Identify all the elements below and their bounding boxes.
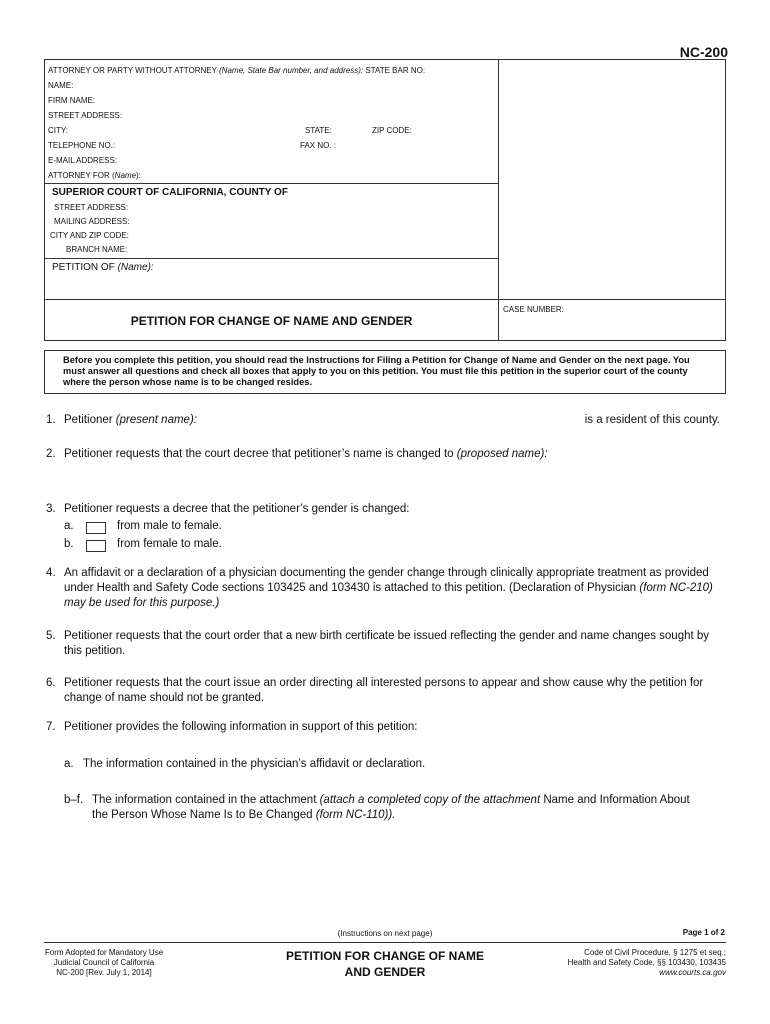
item-3b-checkbox[interactable]	[86, 537, 106, 555]
email-label: E-MAIL ADDRESS:	[48, 156, 118, 165]
zip-code-label: ZIP CODE:	[372, 126, 412, 135]
item-1-number: 1.	[46, 414, 56, 426]
footer-adopted: Form Adopted for Mandatory Use Judicial Council of California NC-200 [Rev. July 1, 2014]	[44, 948, 164, 977]
fax-label: FAX NO. :	[300, 141, 337, 150]
footer-divider	[44, 942, 726, 943]
court-use-box	[498, 59, 726, 300]
court-title: SUPERIOR COURT OF CALIFORNIA, COUNTY OF	[52, 187, 288, 198]
item-3a-text: from male to female.	[117, 520, 222, 532]
footer-title: PETITION FOR CHANGE OF NAME AND GENDER	[286, 949, 484, 979]
item-7bf-text: The information contained in the attachment (attach a completed copy of the attachment Name and Information About the Person Whose Name Is to Be Changed (form NC-110)).	[92, 794, 690, 821]
item-5-text: Petitioner requests that the court order that a new birth certificate be issued reflecting the gender and name changes sought by this petition.	[64, 630, 710, 657]
court-mailing-label: MAILING ADDRESS:	[54, 217, 130, 226]
item-4-number: 4.	[46, 567, 56, 579]
item-6-number: 6.	[46, 677, 56, 689]
footer-instructions: (Instructions on next page)	[337, 929, 433, 938]
petition-of-divider	[44, 258, 499, 259]
item-7-number: 7.	[46, 721, 56, 733]
item-7bf-letter: b–f.	[64, 794, 84, 806]
item-1-tail: is a resident of this county.	[584, 414, 720, 426]
attorney-for-label: ATTORNEY FOR (Name):	[48, 171, 141, 180]
item-7-text: Petitioner provides the following information in support of this petition:	[64, 721, 418, 733]
item-6-text: Petitioner requests that the court issue an order directing all interested persons to appear and show cause why the petition for change of name should not be granted.	[64, 677, 704, 704]
item-3b-letter: b.	[64, 538, 74, 550]
item-7a-text: The information contained in the physician’s affidavit or declaration.	[83, 758, 426, 770]
name-label: NAME:	[48, 81, 74, 90]
item-5-number: 5.	[46, 630, 56, 642]
item-3-number: 3.	[46, 503, 56, 515]
court-branch-label: BRANCH NAME:	[66, 245, 128, 254]
item-3-text: Petitioner requests a decree that the petitioner’s gender is changed:	[64, 503, 410, 515]
item-1-text: Petitioner (present name):	[64, 414, 197, 426]
telephone-label: TELEPHONE NO.:	[48, 141, 116, 150]
court-street-label: STREET ADDRESS:	[54, 203, 129, 212]
court-city-zip-label: CITY AND ZIP CODE:	[50, 231, 129, 240]
attorney-label: ATTORNEY OR PARTY WITHOUT ATTORNEY (Name, State Bar number, and address): STATE BAR NO:	[48, 66, 426, 75]
case-number-label: CASE NUMBER:	[503, 305, 564, 314]
item-3a-letter: a.	[64, 520, 74, 532]
street-address-label: STREET ADDRESS:	[48, 111, 123, 120]
item-4-text: An affidavit or a declaration of a physician documenting the gender change through clinically appropriate treatment as provided under Health and Safety Code sections 103425 and 103430 is attached to this petition. (Declaration of Physician (form NC-210) may be used for this purpose.)	[64, 567, 713, 609]
footer-page-number: Page 1 of 2	[682, 928, 725, 937]
notice-text: Before you complete this petition, you should read the Instructions for Filing a Petition for Change of Name and Gender on the next page. You must answer all questions and check all boxes that apply to you on this petition. You must file this petition in the superior court of the county where the person whose name is to be changed resides.	[63, 355, 690, 387]
item-2-text: Petitioner requests that the court decree that petitioner’s name is changed to (proposed name):	[64, 448, 548, 460]
city-label: CITY:	[48, 126, 69, 135]
petition-of-label: PETITION OF (Name):	[52, 262, 154, 273]
firm-name-label: FIRM NAME:	[48, 96, 96, 105]
item-3b-text: from female to male.	[117, 538, 222, 550]
item-7a-letter: a.	[64, 758, 74, 770]
item-3a-checkbox[interactable]	[86, 519, 106, 537]
form-id: NC-200	[679, 44, 728, 60]
state-label: STATE:	[305, 126, 332, 135]
court-box	[44, 183, 499, 300]
form-title: PETITION FOR CHANGE OF NAME AND GENDER	[130, 314, 413, 328]
item-2-number: 2.	[46, 448, 56, 460]
footer-code: Code of Civil Procedure, § 1275 et seq.; Health and Safety Code, §§ 103430, 103435 www.courts.ca.gov	[567, 948, 726, 977]
